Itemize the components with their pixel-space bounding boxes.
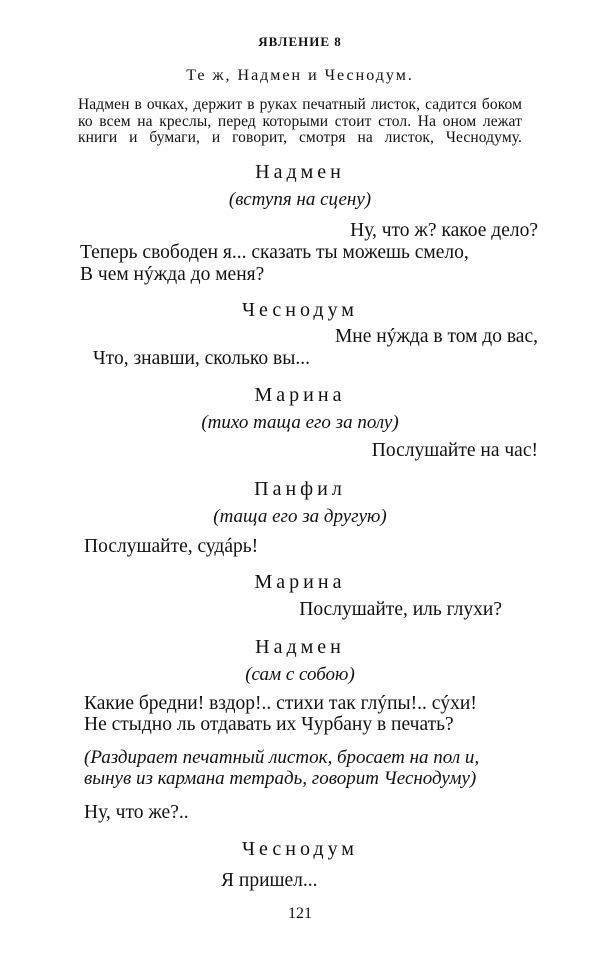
scene-cast: Те ж, Надмен и Чеснодум. bbox=[186, 67, 414, 84]
verse-line: Послушайте, иль глухи? bbox=[299, 599, 502, 620]
verse-line: Ну, что же?.. bbox=[84, 802, 189, 823]
verse-line: Послушайте, судáрь! bbox=[84, 536, 259, 557]
stage-direction: (тихо таща его за полу) bbox=[201, 412, 399, 433]
stage-direction-line: Надмен в очках, держит в руках печатный листок, садится боком bbox=[78, 96, 522, 113]
speaker-name: Надмен bbox=[255, 636, 345, 658]
verse-line: Что, знавши, сколько вы... bbox=[93, 348, 310, 369]
verse-line: Какие бредни! вздор!.. стихи так глýпы!.. сýхи! bbox=[84, 693, 477, 714]
stage-direction: (сам с собою) bbox=[245, 664, 355, 685]
stage-direction: (Раздирает печатный листок, бросает на пол и, bbox=[84, 747, 480, 768]
stage-direction: (вступя на сцену) bbox=[228, 189, 372, 210]
verse-line: Не стыдно ль отдавать их Чурбану в печать? bbox=[84, 714, 454, 735]
speaker-name: Панфил bbox=[254, 478, 346, 500]
stage-direction: вынув из кармана тетрадь, говорит Чеснодуму) bbox=[84, 768, 477, 789]
speaker-name: Марина bbox=[254, 571, 346, 593]
verse-line: Теперь свободен я... сказать ты можешь смело, bbox=[80, 242, 469, 263]
stage-direction-line: ко всем на креслы, перед которыми стоит стол. На оном лежат bbox=[78, 113, 522, 130]
verse-line: Ну, что ж? какое дело? bbox=[350, 220, 538, 241]
stage-direction-line: книги и бумаги, и говорит, смотря на листок, Чеснодуму. bbox=[78, 129, 522, 146]
speaker-name: Надмен bbox=[255, 161, 345, 183]
speaker-name: Чеснодум bbox=[242, 838, 358, 860]
verse-line: Послушайте на час! bbox=[371, 440, 538, 461]
stage-direction: (таща его за другую) bbox=[213, 506, 387, 527]
speaker-name: Чеснодум bbox=[242, 299, 358, 321]
verse-line: Я пришел... bbox=[221, 870, 318, 891]
page-number: 121 bbox=[288, 905, 312, 922]
verse-line: Мне нýжда в том до вас, bbox=[334, 326, 538, 347]
speaker-name: Марина bbox=[254, 384, 346, 406]
scene-title: ЯВЛЕНИЕ 8 bbox=[258, 34, 342, 49]
verse-line: В чем нýжда до меня? bbox=[80, 264, 265, 285]
